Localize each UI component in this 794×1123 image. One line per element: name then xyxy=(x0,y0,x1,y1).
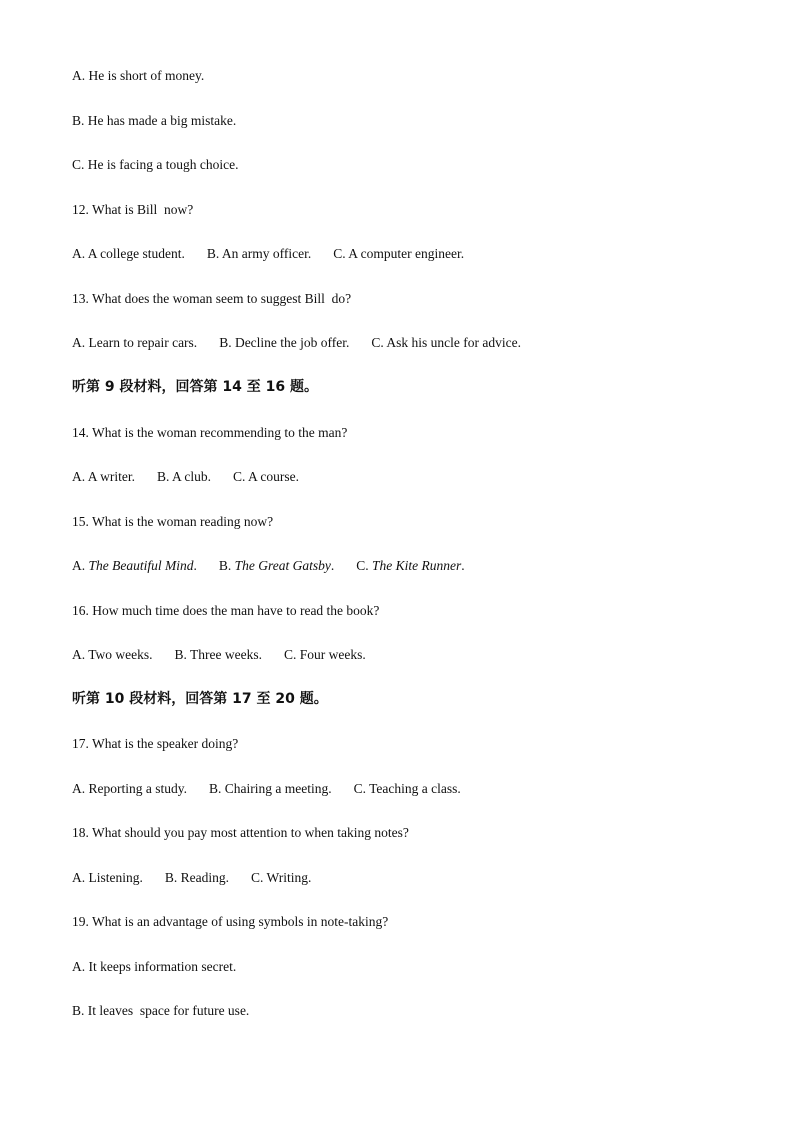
q18-option-c: C. Writing. xyxy=(251,870,312,885)
q13-option-b: B. Decline the job offer. xyxy=(219,335,350,350)
q15-option-c: C. The Kite Runner. xyxy=(356,558,465,573)
q15-options xyxy=(72,557,465,575)
q16-options xyxy=(72,646,366,664)
q11-option-a: A. He is short of money. xyxy=(72,68,205,83)
q16-question: 16. How much time does the man have to read the book? xyxy=(72,603,380,618)
q12-option-c: C. A computer engineer. xyxy=(333,246,465,261)
q15-option-a-title: The Beautiful Mind xyxy=(88,558,194,573)
q15-option-b: B. The Great Gatsby. xyxy=(218,558,335,573)
q17-option-b: B. Chairing a meeting. xyxy=(209,781,332,796)
q16-option-b: B. Three weeks. xyxy=(174,647,263,662)
q12-question: 12. What is Bill now? xyxy=(72,202,194,217)
q15-option-b-title: The Great Gatsby xyxy=(234,558,331,573)
q13-question: 13. What does the woman seem to suggest Bill do? xyxy=(72,291,352,306)
q17-question: 17. What is the speaker doing? xyxy=(72,736,239,751)
q15-question: 15. What is the woman reading now? xyxy=(72,514,274,529)
q11-option-b: B. He has made a big mistake. xyxy=(72,113,237,128)
q18-option-a: A. Listening. xyxy=(72,870,143,885)
q12-options xyxy=(72,245,464,263)
q17-option-a: A. Reporting a study. xyxy=(72,781,187,796)
q18-options xyxy=(72,869,311,887)
q14-options xyxy=(72,468,299,486)
q12-option-a: A. A college student. xyxy=(72,246,185,261)
q18-option-b: B. Reading. xyxy=(164,870,229,885)
q13-options xyxy=(72,334,521,352)
q14-question: 14. What is the woman recommending to the man? xyxy=(72,425,348,440)
q14-option-c: C. A course. xyxy=(233,469,300,484)
q16-option-a: A. Two weeks. xyxy=(72,647,153,662)
q15-option-a: A. The Beautiful Mind. xyxy=(72,558,197,573)
q14-option-b: B. A club. xyxy=(157,469,212,484)
q19-question: 19. What is an advantage of using symbols in note-taking? xyxy=(72,914,389,929)
q17-option-c: C. Teaching a class. xyxy=(353,781,461,796)
section-heading-9: 听第 9 段材料，回答第 14 至 16 题。 xyxy=(72,379,318,395)
section-heading-10: 听第 10 段材料，回答第 17 至 20 题。 xyxy=(72,691,328,707)
q14-option-a: A. A writer. xyxy=(72,469,135,484)
q18-question: 18. What should you pay most attention to when taking notes? xyxy=(72,825,409,840)
q19-option-b: B. It leaves space for future use. xyxy=(72,1003,250,1018)
q16-option-c: C. Four weeks. xyxy=(284,647,366,662)
q13-option-c: C. Ask his uncle for advice. xyxy=(371,335,522,350)
q12-option-b: B. An army officer. xyxy=(206,246,312,261)
q11-option-c: C. He is facing a tough choice. xyxy=(72,157,239,172)
q13-option-a: A. Learn to repair cars. xyxy=(72,335,198,350)
q17-options xyxy=(72,780,461,798)
q19-option-a: A. It keeps information secret. xyxy=(72,959,237,974)
q15-option-c-title: The Kite Runner xyxy=(372,558,462,573)
